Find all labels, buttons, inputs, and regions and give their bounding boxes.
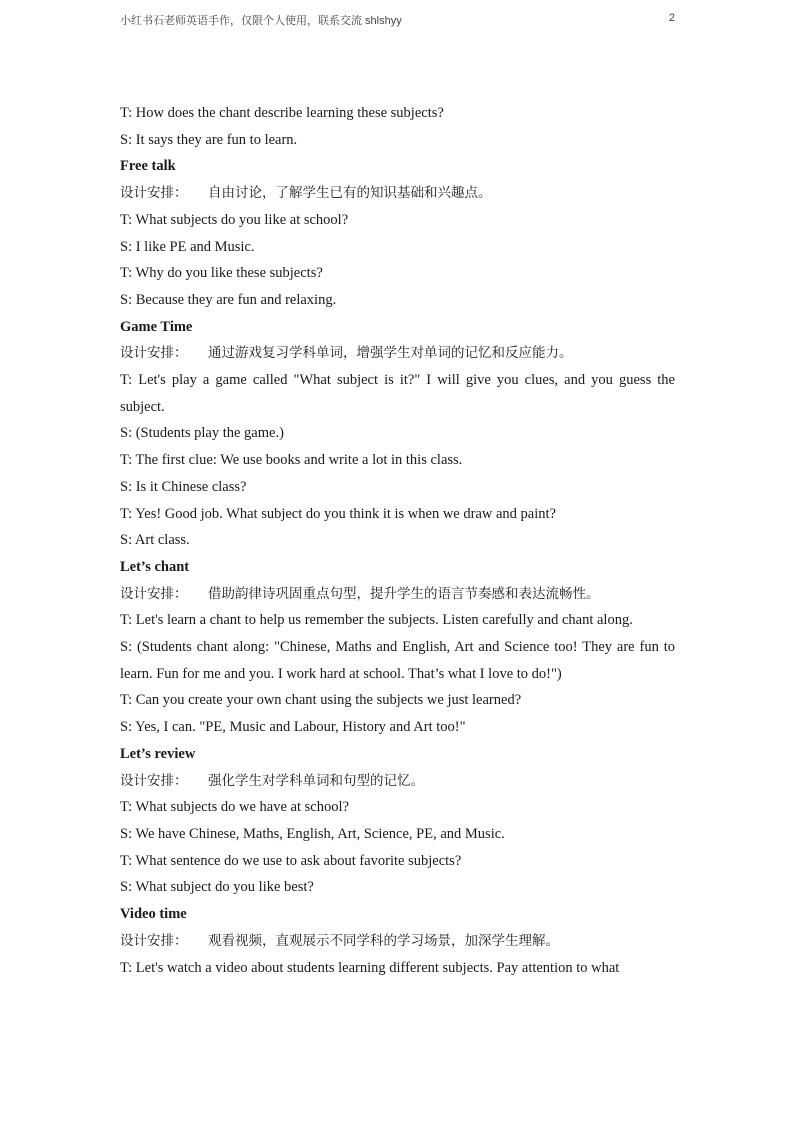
section-heading: Game Time [120, 318, 193, 335]
design-note [120, 928, 675, 955]
section-heading: Video time [120, 906, 187, 923]
page-number: 2 [668, 12, 675, 24]
dialogue-line: S: Yes, I can. "PE, Music and Labour, History and Art too!" [120, 719, 466, 736]
design-note [120, 180, 675, 207]
design-text: 观看视频，直观展示不同学科的学习场景，加深学生理解。 [208, 932, 559, 949]
dialogue-line: T: What sentence do we use to ask about favorite subjects? [120, 852, 462, 869]
dialogue-line: S: We have Chinese, Maths, English, Art, Science, PE, and Music. [120, 825, 505, 842]
dialogue-line: T: Yes! Good job. What subject do you think it is when we draw and paint? [120, 505, 556, 522]
design-note [120, 340, 675, 367]
page-header [120, 12, 675, 32]
dialogue-line: T: The first clue: We use books and write a lot in this class. [120, 452, 463, 469]
design-text: 借助韵律诗巩固重点句型，提升学生的语言节奏感和表达流畅性。 [208, 585, 600, 602]
dialogue-line: T: How does the chant describe learning these subjects? [120, 105, 444, 121]
dialogue-line: S: Is it Chinese class? [120, 478, 247, 495]
design-note [120, 768, 675, 795]
design-label: 设计安排： [120, 932, 188, 949]
dialogue-line: T: Let's play a game called "What subject is it?" I will give you clues, and you guess the subject. [120, 372, 675, 415]
dialogue-line: T: Let's watch a video about students learning different subjects. Pay attention to what [120, 959, 620, 976]
dialogue-line: S: It says they are fun to learn. [120, 131, 298, 148]
design-label: 设计安排： [120, 585, 188, 602]
dialogue-line: S: (Students play the game.) [120, 425, 284, 442]
design-text: 自由讨论，了解学生已有的知识基础和兴趣点。 [208, 185, 492, 202]
dialogue-line: S: What subject do you like best? [120, 879, 314, 896]
design-text: 通过游戏复习学科单词，增强学生对单词的记忆和反应能力。 [208, 345, 573, 362]
dialogue-line: T: What subjects do we have at school? [120, 799, 349, 816]
design-text: 强化学生对学科单词和句型的记忆。 [208, 772, 424, 789]
dialogue-line: S: Because they are fun and relaxing. [120, 291, 337, 308]
dialogue-line: S: I like PE and Music. [120, 238, 255, 255]
design-label: 设计安排： [120, 772, 188, 789]
dialogue-line: S: (Students chant along: "Chinese, Maths and English, Art and Science too! They are fun to learn. Fun for me and you. I work hard at school. That’s what I love to do!") [120, 639, 675, 682]
dialogue-line: T: Let's learn a chant to help us remember the subjects. Listen carefully and chant along. [120, 612, 633, 629]
section-heading: Let’s review [120, 745, 196, 762]
header-text: 小红书石老师英语手作，仅限个人使用，联系交流 shlshyy [120, 15, 402, 27]
design-label: 设计安排： [120, 185, 188, 202]
dialogue-line: S: Art class. [120, 532, 190, 549]
dialogue-line: T: Can you create your own chant using the subjects we just learned? [120, 692, 522, 709]
document-body [120, 100, 675, 981]
dialogue-line: T: What subjects do you like at school? [120, 211, 349, 228]
section-heading: Free talk [120, 158, 176, 175]
section-heading: Let’s chant [120, 558, 190, 575]
design-note [120, 581, 675, 608]
design-label: 设计安排： [120, 345, 188, 362]
dialogue-line: T: Why do you like these subjects? [120, 265, 323, 282]
